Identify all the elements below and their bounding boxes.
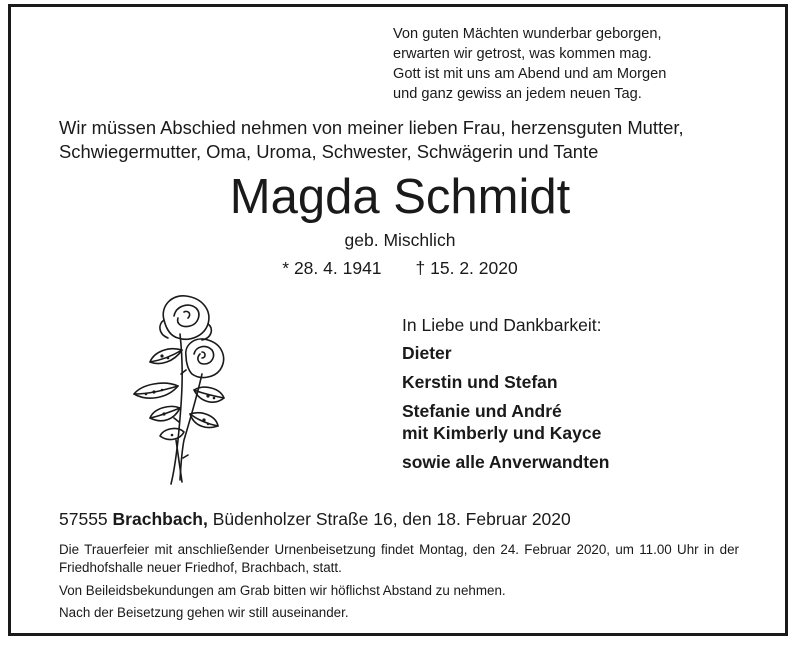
mourner-name: Dieter [402,343,452,363]
poem-line: erwarten wir getrost, was kommen mag. [393,46,652,62]
poem [393,24,666,104]
birth-date: * 28. 4. 1941 [282,258,382,278]
intro-text [59,116,684,164]
address-postcode: 57555 [59,509,108,529]
mourner-name: Kerstin und Stefan [402,372,558,392]
mourner-name: Stefanie und André [402,401,562,421]
address-town: Brachbach, [112,509,208,529]
death-date: † 15. 2. 2020 [415,258,518,278]
deceased-name: Magda Schmidt [229,170,571,224]
poem-line: Von guten Mächten wunderbar geborgen, [393,26,662,42]
mourner-name: sowie alle Anverwandten [402,452,610,472]
poem-line: und ganz gewiss an jedem neuen Tag. [393,86,642,102]
address-rest: Büdenholzer Straße 16, den 18. Februar 2020 [212,509,571,529]
life-dates [0,257,800,279]
poem-line: Gott ist mit uns am Abend und am Morgen [393,66,667,82]
mourners-heading: In Liebe und Dankbarkeit: [402,315,602,335]
intro-line: Wir müssen Abschied nehmen von meiner lieben Frau, herzensguten Mutter, [59,117,684,138]
rose-icon [124,290,228,486]
funeral-notice: Die Trauerfeier mit anschließender Urnenbeisetzung findet Montag, den 24. Februar 2020, um 11.00 Uhr in der Friedhofshalle neuer Friedhof, Brachbach, statt. [59,542,739,575]
condolence-notice: Von Beileidsbekundungen am Grab bitten wir höflichst Abstand zu nehmen. [59,583,506,598]
burial-notice: Nach der Beisetzung gehen wir still auseinander. [59,605,349,620]
birth-name: geb. Mischlich [344,230,456,250]
mourner-name: mit Kimberly und Kayce [402,423,602,443]
intro-line: Schwiegermutter, Oma, Uroma, Schwester, Schwägerin und Tante [59,141,599,162]
address-line [59,508,571,530]
